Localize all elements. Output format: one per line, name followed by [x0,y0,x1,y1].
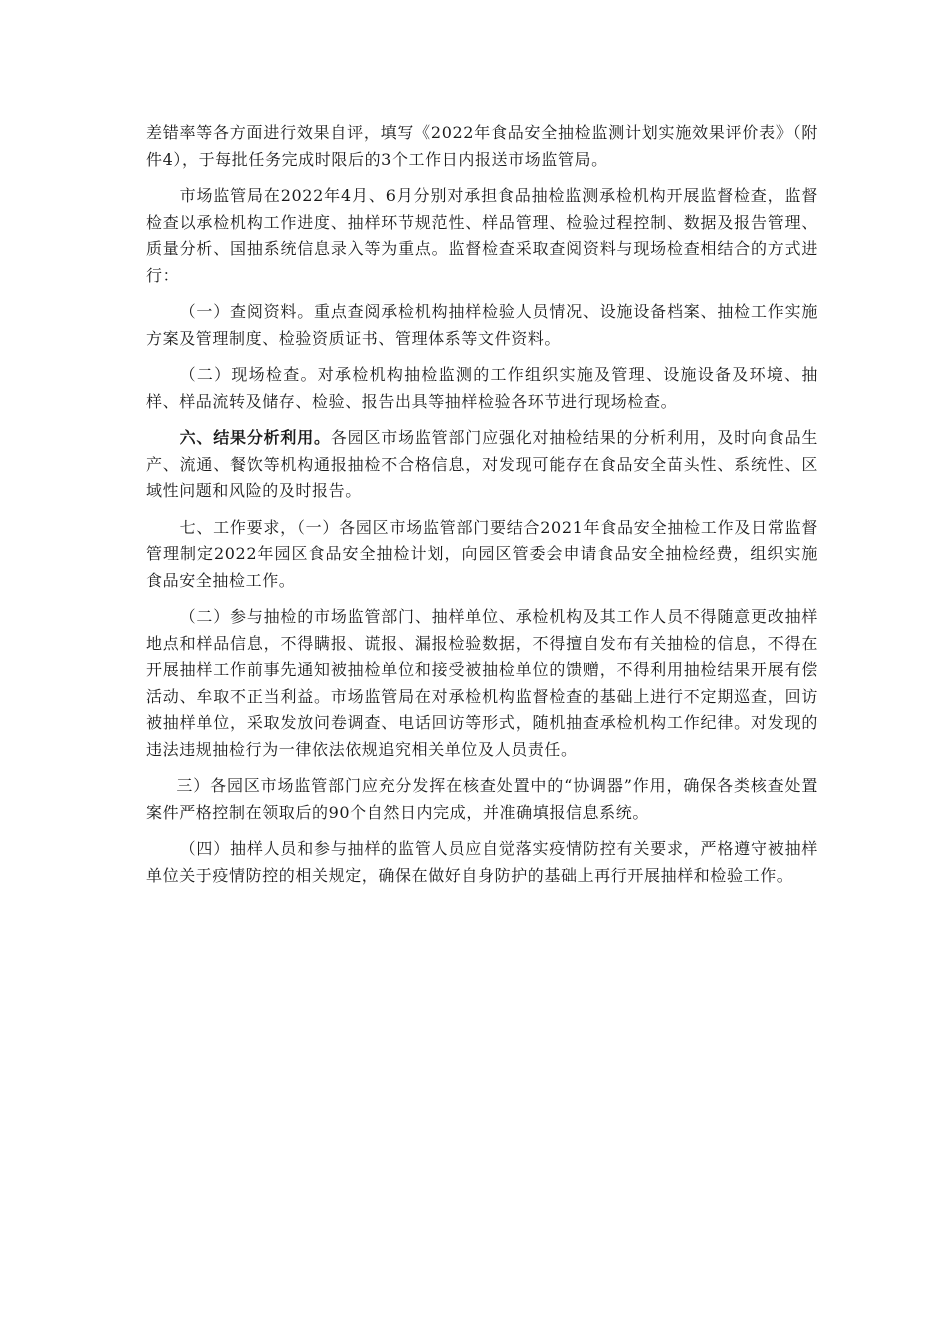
paragraph-result-analysis [146,425,818,505]
paragraph-work-requirements: 七、工作要求，（一）各园区市场监管部门要结合2021年食品安全抽检工作及日常监督管理制定2022年园区食品安全抽检计划，向园区管委会申请食品安全抽检经费，组织实施食品安全抽检工作。 [146,517,818,590]
paragraph-discipline: （二）参与抽检的市场监管部门、抽样单位、承检机构及其工作人员不得随意更改抽样地点和样品信息，不得瞒报、谎报、漏报检验数据，不得擅自发布有关抽检的信息，不得在开展抽样工作前事先通知被抽检单位和接受被抽检单位的馈赠，不得利用抽检结果开展有偿活动、牟取不正当利益。市场监管局在对承检机构监督检查的基础上进行不定期巡查，回访被抽样单位，采取发放问卷调查、电话回访等形式，随机抽查承检机构工作纪律。对发现的违法违规抽检行为一律依法依规追究相关单位及人员责任。 [146,607,818,759]
paragraph-document-review: （一）查阅资料。重点查阅承检机构抽样检验人员情况、设施设备档案、抽检工作实施方案及管理制度、检验资质证书、管理体系等文件资料。 [146,302,818,348]
section-heading-result-analysis: 六、结果分析利用。 [179,428,331,447]
document-page [146,120,818,899]
paragraph-epidemic-prevention: （四）抽样人员和参与抽样的监管人员应自觉落实疫情防控有关要求，严格遵守被抽样单位关于疫情防控的相关规定，确保在做好自身防护的基础上再行开展抽样和检验工作。 [146,839,818,885]
result-analysis-body: 各园区市场监管部门应强化对抽检结果的分析利用，及时向食品生产、流通、餐饮等机构通报抽检不合格信息，对发现可能存在食品安全苗头性、系统性、区域性问题和风险的及时报告。 [146,428,818,500]
paragraph-self-evaluation: 差错率等各方面进行效果自评，填写《2022年食品安全抽检监测计划实施效果评价表》（附件4），于每批任务完成时限后的3个工作日内报送市场监管局。 [146,123,818,169]
paragraph-onsite-inspection: （二）现场检查。对承检机构抽检监测的工作组织实施及管理、设施设备及环境、抽样、样品流转及储存、检验、报告出具等抽样检验各环节进行现场检查。 [146,365,818,411]
paragraph-supervision-inspection: 市场监管局在2022年4月、6月分别对承担食品抽检监测承检机构开展监督检查，监督检查以承检机构工作进度、抽样环节规范性、样品管理、检验过程控制、数据及报告管理、质量分析、国抽系统信息录入等为重点。监督检查采取查阅资料与现场检查相结合的方式进行： [146,186,818,285]
paragraph-coordination: 三）各园区市场监管部门应充分发挥在核查处置中的“协调器”作用，确保各类核查处置案件严格控制在领取后的90个自然日内完成，并准确填报信息系统。 [146,776,818,822]
